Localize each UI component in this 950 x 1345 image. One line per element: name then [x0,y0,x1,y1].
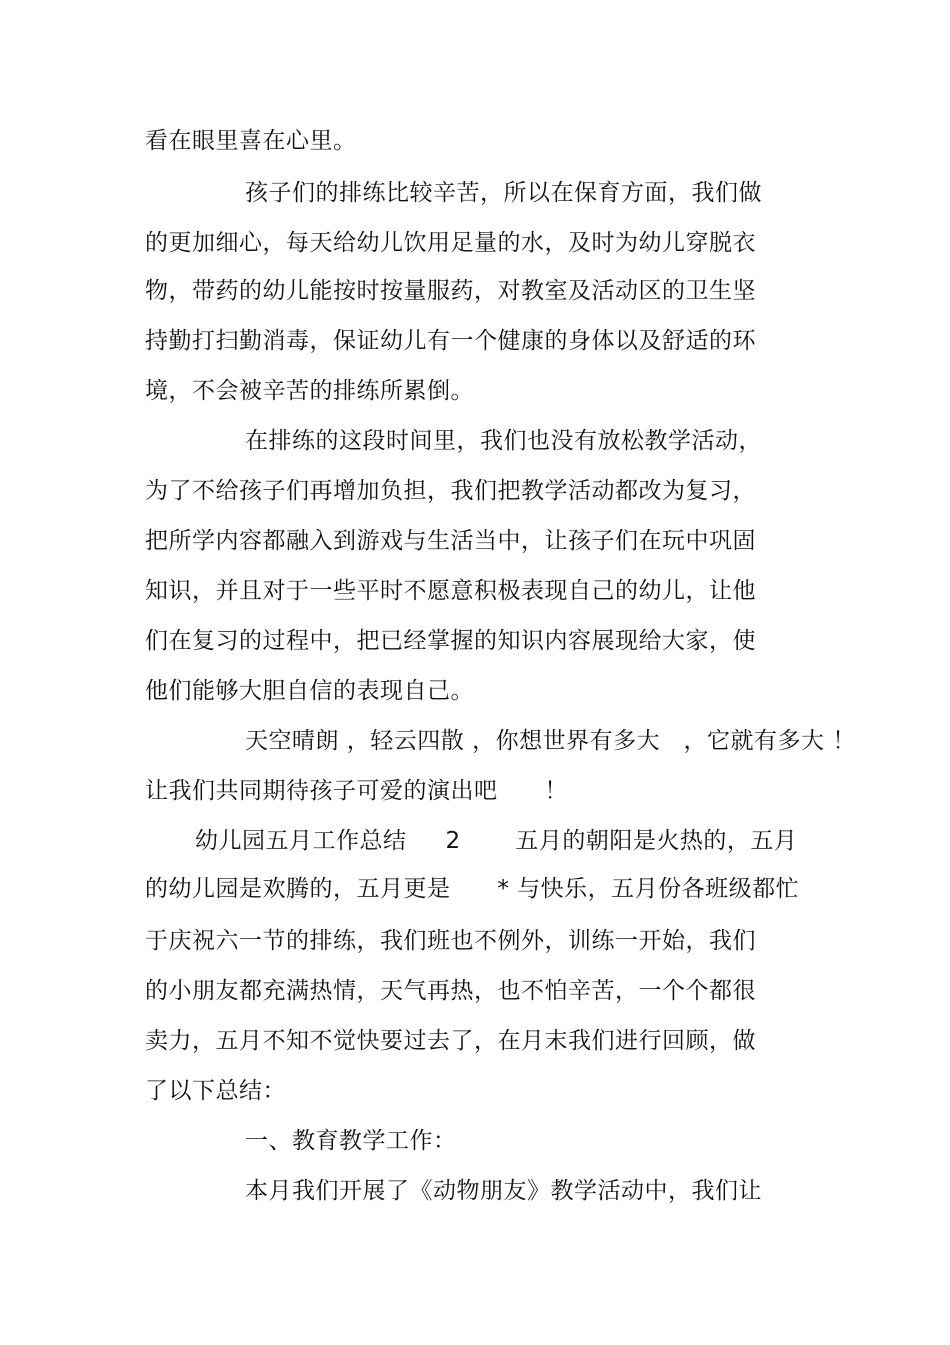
text-line: 持勤打扫勤消毒，保证幼儿有一个健康的身体以及舒适的环 [145,328,756,354]
text-line: 看在眼里喜在心里。 [145,128,357,154]
text-line: 孩子们的排练比较辛苦，所以在保育方面，我们做 [245,180,762,206]
text-line: 在排练的这段时间里，我们也没有放松教学活动， [245,428,762,454]
text-line: 让我们共同期待孩子可爱的演出吧 ！ [145,778,568,804]
section-heading: 幼儿园五月工作总结 2 五月的朝阳是火热的，五月 [195,828,798,854]
text-line: 把所学内容都融入到游戏与生活当中，让孩子们在玩中巩固 [145,528,756,554]
text-line: 本月我们开展了《动物朋友》教学活动中，我们让 [245,1178,762,1204]
text-line: 的更加细心，每天给幼儿饮用足量的水，及时为幼儿穿脱衣 [145,230,756,256]
text-line: 物，带药的幼儿能按时按量服药，对教室及活动区的卫生坚 [145,278,756,304]
text-line: 卖力，五月不知不觉快要过去了，在月末我们进行回顾，做 [145,1028,756,1054]
text-line: 于庆祝六一节的排练，我们班也不例外，训练一开始，我们 [145,928,756,954]
text-line: 天空晴朗 ，轻云四散 ，你想世界有多大 ，它就有多大 ！ [245,728,856,754]
text-line: 了以下总结： [145,1078,286,1104]
subsection-heading: 一、教育教学工作： [245,1128,457,1154]
text-line: 境，不会被辛苦的排练所累倒。 [145,378,474,404]
text-line: 的小朋友都充满热情，天气再热，也不怕辛苦，一个个都很 [145,978,756,1004]
text-line: 为了不给孩子们再增加负担，我们把教学活动都改为复习， [145,478,756,504]
text-line: 们在复习的过程中，把已经掌握的知识内容展现给大家，使 [145,628,756,654]
text-line: 知识，并且对于一些平时不愿意积极表现自己的幼儿，让他 [145,578,756,604]
text-line: 的幼儿园是欢腾的，五月更是 * 与快乐，五月份各班级都忙 [145,876,800,902]
text-line: 他们能够大胆自信的表现自己。 [145,678,474,704]
